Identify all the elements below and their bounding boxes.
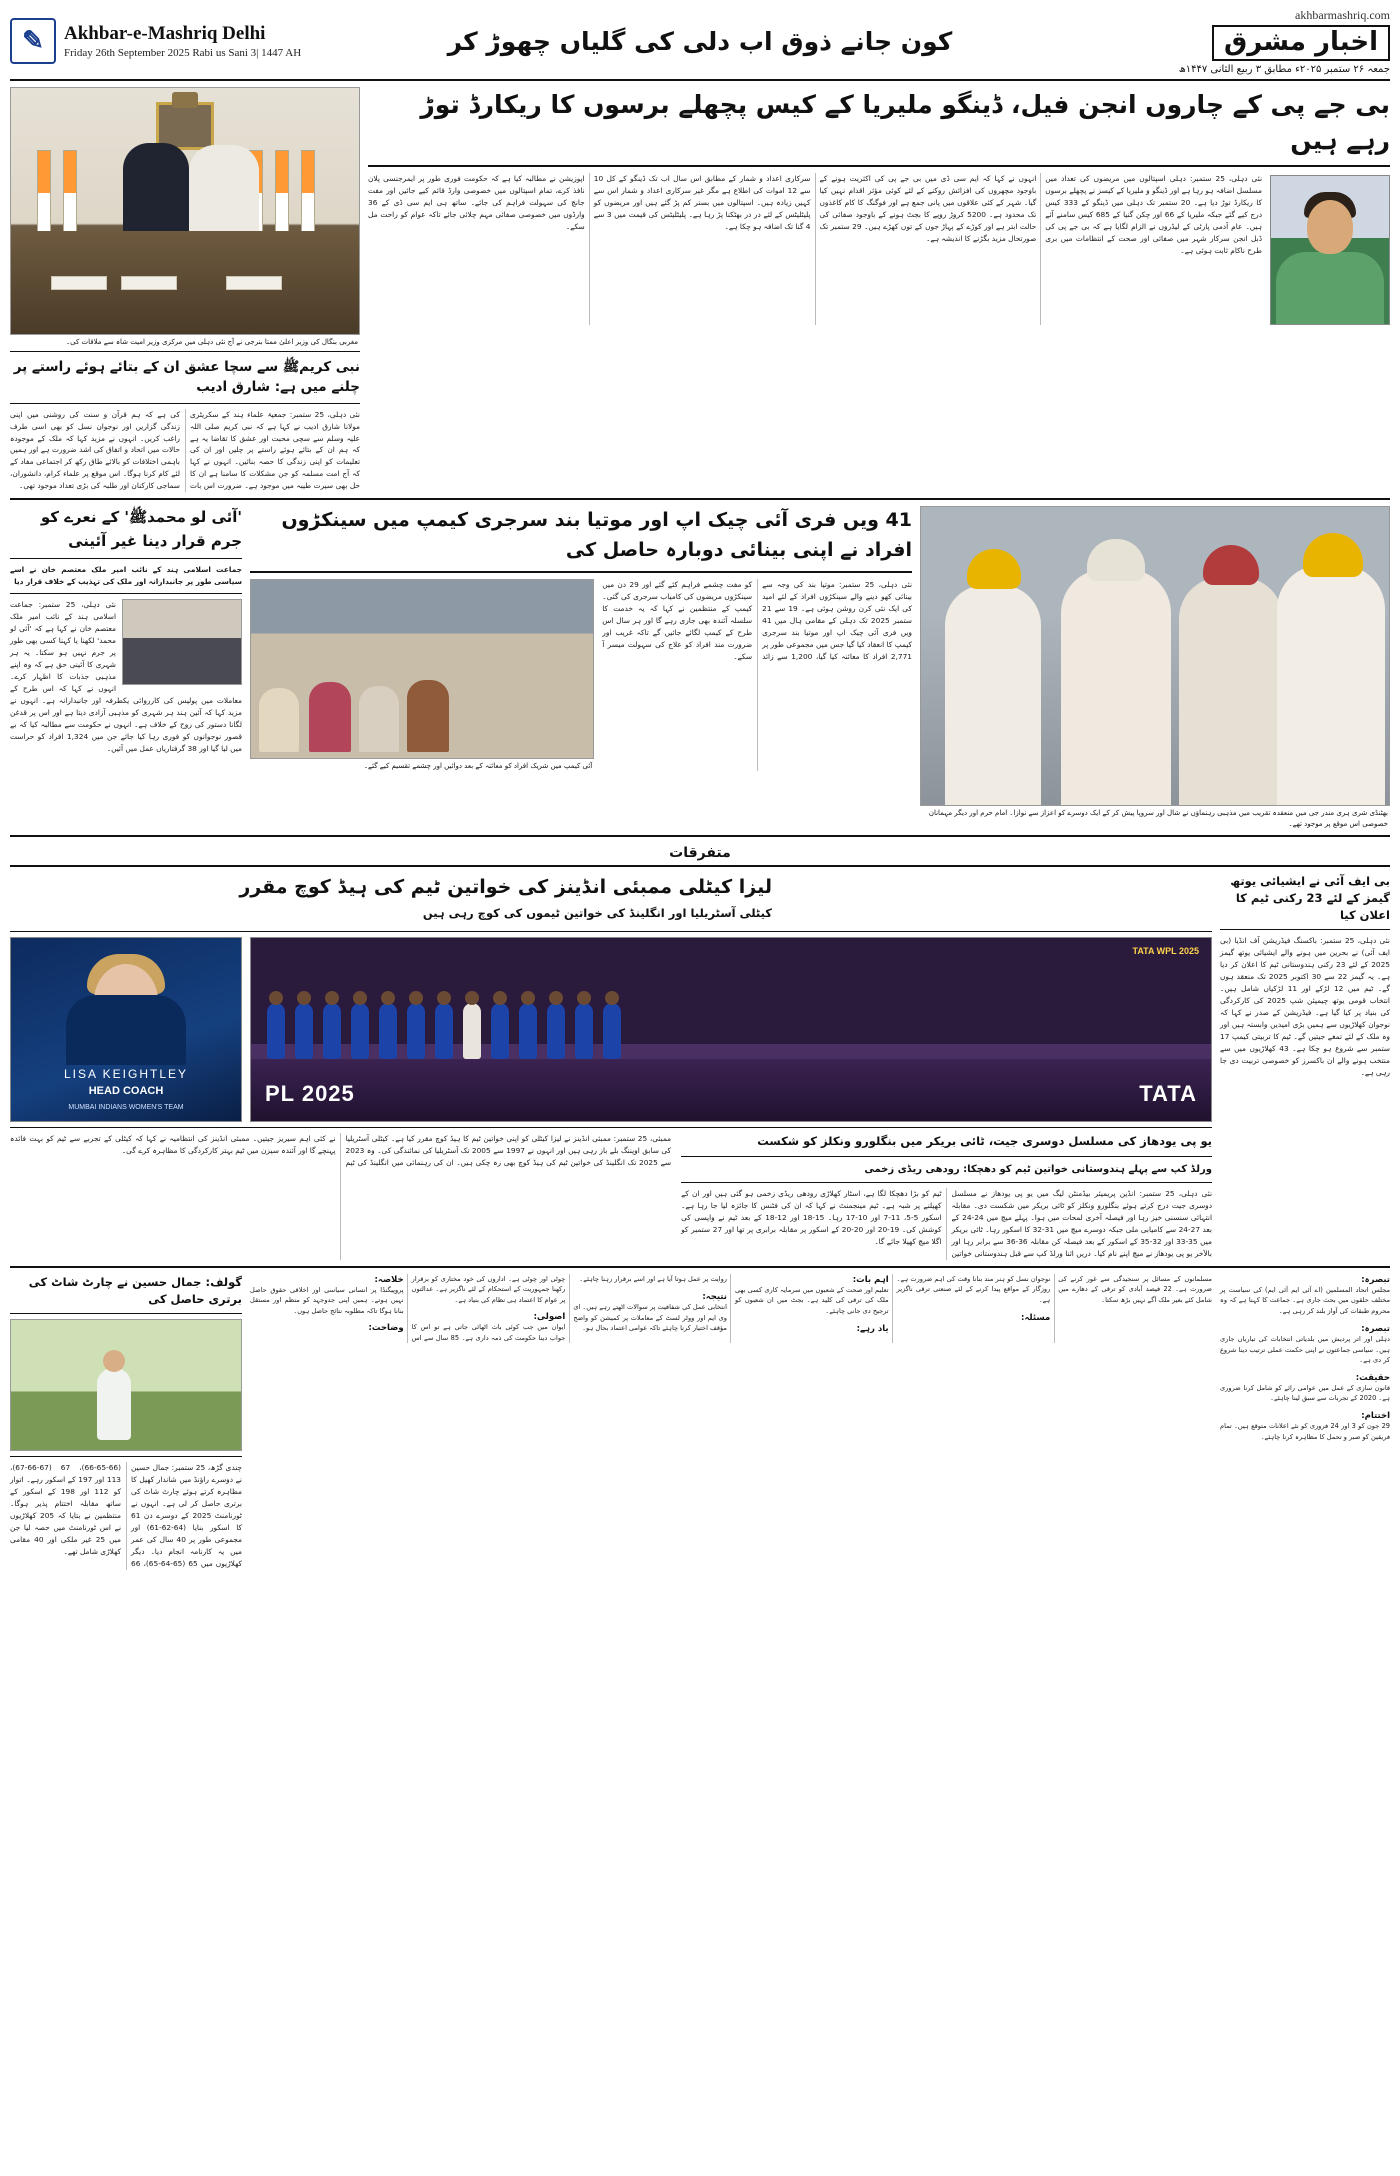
lead-body-3: سرکاری اعداد و شمار کے مطابق اس سال اب تک ڈینگو کے کل 10 سے 12 اموات کی اطلاع ہے مگر غیر سرکاری اعداد و شمار اس سے کہیں زیادہ ہیں۔ اسپتالوں میں بستر کم پڑ گئے ہیں اور مریضوں کو پلیٹلیٹس کے لئے در در بھٹکنا پڑ رہا ہے۔ پلیٹلیٹس کی قیمت میں 3 سے 4 گنا تک اضافہ ہو چکا ہے۔ — [593, 174, 811, 232]
misc-right-column — [1220, 1274, 1390, 1570]
masthead-center — [340, 8, 1060, 75]
lead-story — [368, 87, 1390, 493]
wpl-body: ممبئی، 25 ستمبر: ممبئی انڈینز نے لیزا کیٹلی کو اپنی خواتین ٹیم کا ہیڈ کوچ مقرر کیا ہے۔ کیٹلی آسٹریلیا کی سابق اوپننگ بلے باز رہی ہیں اور انہوں نے 1997 سے 2005 تک آسٹریلیا کی نمائندگی کی۔ وہ 2023 سے 2025 تک انگلینڈ کی خواتین ٹیم کی ہیڈ کوچ بھی رہ چکی ہیں۔ ان کی رہنمائی میں انگلینڈ کی ٹیم نے کئی اہم سیریز جیتیں۔ ممبئی انڈینز کی انتظامیہ نے کہا کہ کیٹلی کے تجربے سے ٹیم کو بہت فائدہ پہنچے گا اور آئندہ سیزن میں ٹیم بہتر کارکردگی کا مظاہرہ کرے گی۔ — [10, 1134, 672, 1168]
misc-item: اصولی: ایوان میں جب کوئی بات اٹھائی جاتی ہے تو اس کا جواب دینا حکومت کی ذمہ داری ہے۔ 85 سال سے اس روایت پر عمل ہوتا آیا ہے اور اسے برقرار رہنا چاہئے۔ — [411, 1274, 727, 1342]
lisa-keightley-poster — [10, 937, 242, 1122]
misc-item-text: دہلی اور اتر پردیش میں بلدیاتی انتخابات کی تیاریاں جاری ہیں۔ سیاسی جماعتوں نے اپنی حکمت عملی ترتیب دینا شروع کر دی ہے۔ — [1220, 1335, 1390, 1365]
misc-item-text: مجلس اتحاد المسلمین (اے آئی ایم آئی ایم) کی سیاست پر مختلف حلقوں میں بحث جاری ہے۔ جماعت کا کہنا ہے کہ وہ محروم طبقات کی آواز بلند کر رہی ہے۔ — [1220, 1285, 1390, 1315]
misc-columns — [250, 1274, 1212, 1570]
misc-item-text: قانون سازی کے عمل میں عوامی رائے کو شامل کرنا ضروری ہے۔ 2020 کے تجربات سے سبق لینا چاہئے۔ — [1220, 1383, 1390, 1403]
article-headline-naat: نبی کریمﷺ سے سچا عشق ان کے بتائے ہوئے راستے پر چلنے میں ہے: شارق ادیب — [13, 359, 360, 396]
brand-urdu-logo: اخبار مشرق — [1212, 25, 1390, 61]
wpl-headline: لیزا کیٹلی ممبئی انڈینز کی خواتین ٹیم کی ہیڈ کوچ مقرر — [239, 875, 772, 898]
malik-motasim-khan-photo — [122, 599, 242, 685]
wpl-team-photo — [250, 937, 1212, 1122]
misc-item: خلاصہ: پروپیگنڈا پر انسانی سیاسی اور اخلاقی حقوق حاصل نہیں ہوتے۔ ہمیں اپنی جدوجہد کو منظم اور مستقل بنانا ہوگا تاکہ مطلوبہ نتائج حاصل ہوں۔ — [250, 1274, 404, 1315]
misc-item-text: ایوان میں جب کوئی بات اٹھائی جاتی ہے تو اس کا جواب دینا حکومت کی ذمہ داری ہے۔ 85 سال سے اس روایت پر عمل ہوتا آیا ہے اور اسے برقرار رہنا چاہئے۔ — [411, 1274, 727, 1342]
politician-portrait — [1270, 175, 1390, 325]
masthead-right — [1060, 8, 1390, 75]
eye-camp-article — [250, 506, 912, 828]
poster-team: MUMBAI INDIANS WOMEN'S TEAM — [68, 1104, 184, 1112]
newspaper-logo-icon: ✎ — [10, 18, 56, 64]
misc-item: تبصرہ: مجلس اتحاد المسلمین (اے آئی ایم آئی ایم) کی سیاست پر مختلف حلقوں میں بحث جاری ہے۔ جماعت کا کہنا ہے کہ وہ محروم طبقات کی آواز بلند کر رہی ہے۔ — [1220, 1274, 1390, 1315]
poster-player-name: LISA KEIGHTLEY — [63, 1067, 189, 1082]
bfi-article — [1220, 873, 1390, 1260]
misc-section-title: متفرقات — [669, 844, 731, 861]
golf-article — [10, 1274, 242, 1570]
top-left-column — [10, 87, 360, 493]
eye-camp-photo — [250, 579, 594, 759]
masthead — [10, 8, 1390, 81]
misc-item: مسئلہ: مسلمانوں کے مسائل پر سنجیدگی سے غور کرنے کی ضرورت ہے۔ 22 فیصد آبادی کو ترقی کے دھارے میں شامل کئے بغیر ملک آگے نہیں بڑھ سکتا۔ — [1021, 1274, 1212, 1324]
jamaat-body: نئی دہلی، 25 ستمبر: جماعت اسلامی ہند کے نائب امیر ملک معتصم خان نے کہا ہے کہ 'آئی لو محمد' لکھنا یا کہنا کسی بھی طور پر جرم نہیں ہو سکتا۔ یہ ہر شہری کا آئینی حق ہے کہ وہ اپنے مذہبی جذبات کا اظہار کرے۔ انہوں نے کہا کہ اس طرح کے معاملات میں پولیس کی کارروائی یکطرفہ اور جانبدارانہ ہے۔ انہوں نے مزید کہا کہ آئین ہند ہر شہری کو مذہبی آزادی دیتا ہے اور اس پر قدغن لگانا دستور کی روح کے خلاف ہے۔ انہوں نے حکومت سے مطالبہ کیا کہ بے قصور نوجوانوں کو فوری رہا کیا جائے جن میں 1,324 افراد کو حراست میں لیا گیا اور 38 گرفتاریاں عمل میں آئیں۔ — [10, 599, 242, 753]
misc-item-text: نوجوان نسل کو ہنر مند بنانا وقت کی اہم ضرورت ہے۔ روزگار کے مواقع پیدا کرنے کے لئے صنعتی ترقی ناگزیر ہے۔ — [896, 1274, 1051, 1304]
parliament-meeting-photo — [10, 87, 360, 335]
bfi-headline: بی ایف آئی نے ایشیائی یوتھ گیمز کے لئے 23 رکنی ٹیم کا اعلان کیا — [1230, 873, 1390, 923]
lead-body-2: انہوں نے کہا کہ ایم سی ڈی میں بی جے پی کی اکثریت ہونے کے باوجود مچھروں کی افزائش روکنے کے لئے کوئی مؤثر اقدام نہیں کیا گیا۔ شہر کے کئی علاقوں میں پانی جمع ہے اور فوگنگ کا کام کاغذوں تک محدود ہے۔ 5200 کروڑ روپے کا بجٹ ہونے کے باوجود صفائی کی حالت ابتر ہے اور کوڑے کے پہاڑ جوں کے توں کھڑے ہیں۔ 29 ستمبر تک صورتحال مزید بگڑنے کا اندیشہ ہے۔ — [819, 174, 1037, 244]
wpl-article — [10, 873, 1212, 1260]
top-section — [10, 87, 1390, 493]
misc-item-text: چوٹی اور چوٹی ہے۔ اداروں کی خود مختاری کو برقرار رکھنا جمہوریت کے استحکام کے لئے ناگزیر ہے۔ عدالتوں پر عوام کا اعتماد ہی نظام کی بنیاد ہے۔ — [411, 1274, 566, 1304]
misc-item-text: انتخابی عمل کی شفافیت پر سوالات اٹھتے رہے ہیں۔ ای وی ایم اور ووٹر لسٹ کے معاملات پر کمیشن کو واضح مؤقف اختیار کرنا چاہئے تاکہ عوامی اعتماد بحال ہو۔ — [573, 1303, 727, 1333]
misc-item-text: تعلیم اور صحت کے شعبوں میں سرمایہ کاری کسی بھی ملک کی ترقی کی کلید ہے۔ بجٹ میں ان شعبوں کو ترجیح دی جانی چاہئے۔ — [734, 1285, 889, 1315]
badminton-body: نئی دہلی، 25 ستمبر: انڈین پریمیئر بیڈمنٹن لیگ میں یو پی یودھاز نے مسلسل دوسری جیت درج کرتے ہوئے بنگلورو ونکلز کو ٹائی بریکر میں شکست دی۔ مقابلہ انتہائی سنسنی خیز رہا اور فیصلہ آخری لمحات میں ہوا۔ پہلے میچ میں 24-24 کے بعد 27-24 سے کامیابی ملی جبکہ دوسرے میچ میں 31-32 کا اسکور رہا۔ ٹائی بریکر میں 35-33 اور 32-35 کے اسکور کے بعد فیصلہ کن مقابلہ 36-36 سے برابر رہا اور بالآخر یو پی یودھاز نے میچ اپنے نام کیا۔ دریں اثنا ورلڈ کپ سے قبل ہندوستانی خواتین ٹیم کو بڑا دھچکا لگا ہے، اسٹار کھلاڑی رودھی ریڈی زخمی ہو گئی ہیں اور ان کے کھیلنے پر شبہ ہے۔ ٹیم مینجمنٹ نے کہا کہ ان کی فٹنس کا جائزہ لیا جا رہا ہے۔ اسکور 5-5، 11-7 اور 10-17 رہا۔ 15-18 اور 12-18 کے بعد ٹیم نے واپسی کی کوشش کی۔ 19-20 اور 20-20 کے اسکور پر مقابلہ برابری پر تھا اور 27 ستمبر کو اگلا میچ کھیلا جائے گا۔ — [681, 1188, 1213, 1258]
misc-item: اہم بات: تعلیم اور صحت کے شعبوں میں سرمایہ کاری کسی بھی ملک کی ترقی کی کلید ہے۔ بجٹ میں ان شعبوں کو ترجیح دی جانی چاہئے۔ — [734, 1274, 889, 1315]
misc-item: یاد رہے: نوجوان نسل کو ہنر مند بنانا وقت کی اہم ضرورت ہے۔ روزگار کے مواقع پیدا کرنے کے لئے صنعتی ترقی ناگزیر ہے۔ — [856, 1274, 1051, 1335]
golf-player-photo — [10, 1319, 242, 1451]
badminton-headline: یو پی یودھاز کی مسلسل دوسری جیت، ٹائی بریکر میں بنگلورو ونکلز کو شکست — [757, 1134, 1212, 1149]
poster-role: HEAD COACH — [88, 1085, 164, 1098]
misc-item: اختتام: 29 جون کو 3 اور 24 فروری کو نئے اعلانات متوقع ہیں۔ تمام فریقین کو صبر و تحمل کا مظاہرہ کرنا چاہئے۔ — [1220, 1410, 1390, 1441]
photo-caption: مغربی بنگال کی وزیر اعلیٰ ممتا بنرجی نے آج نئی دہلی میں مرکزی وزیر امیت شاہ سے ملاقات کی۔ — [66, 337, 358, 346]
golf-headline: گولف: جمال حسین نے چارٹ شاٹ کی برتری حاصل کی — [28, 1274, 242, 1306]
middle-section — [10, 506, 1390, 828]
misc-item-text: مسلمانوں کے مسائل پر سنجیدگی سے غور کرنے کی ضرورت ہے۔ 22 فیصد آبادی کو ترقی کے دھارے میں شامل کئے بغیر ملک آگے نہیں بڑھ سکتا۔ — [1058, 1274, 1212, 1304]
misc-item: تبصرہ: دہلی اور اتر پردیش میں بلدیاتی انتخابات کی تیاریاں جاری ہیں۔ سیاسی جماعتوں نے اپنی حکمت عملی ترتیب دینا شروع کر دی ہے۔ — [1220, 1324, 1390, 1365]
jamaat-headline: 'آئی لو محمدﷺ' کے نعرے کو جرم قرار دینا غیر آئینی — [40, 508, 242, 550]
golf-body: چندی گڑھ، 25 ستمبر: جمال حسین نے دوسرے راؤنڈ میں شاندار کھیل کا مظاہرہ کرتے ہوئے چارٹ شاٹ کی برتری حاصل کر لی ہے۔ انہوں نے ٹورنامنٹ 2025 کے دوسرے دن 61 کا اسکور بنایا (64-62-61) اور مجموعی طور پر 40 سال کی عمر میں یہ کارنامہ انجام دیا۔ دیگر کھلاڑیوں میں 65 (65-64-65)، 66 (66-65-66)، 67 (67-66-67)، 113 اور 197 کے اسکور رہے۔ اتوار کو 112 اور 198 کے اسکور کے ساتھ مقابلہ اختتام پذیر ہوگا۔ منتظمین نے بتایا کہ 205 کھلاڑیوں نے اس ٹورنامنٹ میں حصہ لیا جن میں 25 غیر ملکی اور 40 مقامی کھلاڑی شامل تھے۔ — [10, 1463, 243, 1568]
article-body-naat: نئی دہلی، 25 ستمبر: جمعیۃ علماء ہند کے سکریٹری مولانا شارق ادیب نے کہا ہے کہ نبی کریم صلی اللہ علیہ وسلم سے سچی محبت اور عشق کا تقاضا یہ ہے کہ ہم ان کے بتائے ہوئے راستے پر چلیں اور ان کی تعلیمات کو اپنی زندگی کا حصہ بنائیں۔ انہوں نے کہا کہ آج امت مسلمہ کو جن مشکلات کا سامنا ہے ان کا حل بھی سیرت طیبہ میں موجود ہے۔ ضرورت اس بات کی ہے کہ ہم قرآن و سنت کی روشنی میں اپنی زندگی گزاریں اور نوجوان نسل کو بھی اسی طرف راغب کریں۔ انہوں نے مزید کہا کہ ملک کے موجودہ حالات میں اتحاد و اتفاق کی اشد ضرورت ہے اور ہمیں باہمی اختلافات کو بالائے طاق رکھ کر اجتماعی مفاد کے لئے کام کرنا ہوگا۔ اس موقع پر علماء کرام، دانشوران، سماجی کارکنان اور طلبہ کی بڑی تعداد موجود تھی۔ — [10, 409, 360, 491]
misc-item: نتیجہ: انتخابی عمل کی شفافیت پر سوالات اٹھتے رہے ہیں۔ ای وی ایم اور ووٹر لسٹ کے معاملات پر کمیشن کو واضح مؤقف اختیار کرنا چاہئے تاکہ عوامی اعتماد بحال ہو۔ — [573, 1292, 727, 1333]
bfi-body: نئی دہلی، 25 ستمبر: باکسنگ فیڈریشن آف انڈیا (بی ایف آئی) نے بحرین میں ہونے والے ایشیائی یوتھ گیمز 2025 کے لئے 23 رکنی ہندوستانی ٹیم کا اعلان کر دیا ہے۔ یہ گیمز 22 سے 30 اکتوبر 2025 تک منعقد ہوں گے۔ ٹیم میں 12 لڑکے اور 11 لڑکیاں شامل ہیں۔ انتخاب قومی یوتھ چیمپئن شپ 2025 کی کارکردگی کی بنیاد پر کیا گیا ہے۔ فیڈریشن کے صدر نے کہا کہ نوجوان کھلاڑیوں سے ہمیں بڑی امیدیں وابستہ ہیں اور وہ ملک کے لئے تمغے جیتیں گے۔ ٹیم کا تربیتی کیمپ 17 ستمبر سے شروع ہو چکا ہے۔ 43 کھلاڑیوں میں سے منتخب ہونے والے ان باکسرز کو خصوصی تربیت دی جا رہی ہے۔ — [1220, 936, 1391, 1078]
misc-item: حقیقت: قانون سازی کے عمل میں عوامی رائے کو شامل کرنا ضروری ہے۔ 2020 کے تجربات سے سبق لینا چاہئے۔ — [1220, 1372, 1390, 1403]
wpl-subhead: کیٹلی آسٹریلیا اور انگلینڈ کی خواتین ٹیموں کی کوچ رہی ہیں — [422, 906, 772, 921]
misc-item: وضاحت: چوٹی اور چوٹی ہے۔ اداروں کی خود مختاری کو برقرار رکھنا جمہوریت کے استحکام کے لئے ناگزیر ہے۔ عدالتوں پر عوام کا اعتماد ہی نظام کی بنیاد ہے۔ — [368, 1274, 566, 1334]
jamaat-subhead: جماعت اسلامی ہند کے نائب امیر ملک معتصم خان نے اسے سیاسی طور پر جانبدارانہ اور ملک کی تہذیب کے خلاف قرار دیا — [10, 564, 242, 586]
religious-leaders-honour-photo — [920, 506, 1390, 806]
religious-photo-caption: بھٹنڈی شری ہری مندر جی میں منعقدہ تقریب میں مذہبی رہنماؤں نے شال اور سروپا پیش کر کے ایک دوسرے کو اعزاز سے نوازا۔ امام حرم اور دیگر مہمانان خصوصی اس موقع پر موجود تھے۔ — [928, 809, 1388, 828]
masthead-left — [10, 8, 340, 75]
issue-date: Friday 26th September 2025 Rabi us Sani 3| 1447 AH — [64, 47, 302, 60]
misc-item-text: پروپیگنڈا پر انسانی سیاسی اور اخلاقی حقوق حاصل نہیں ہوتے۔ ہمیں اپنی جدوجہد کو منظم اور مستقل بنانا ہوگا تاکہ مطلوبہ نتائج حاصل ہوں۔ — [250, 1285, 404, 1315]
religious-photo-block — [920, 506, 1390, 828]
lead-headline: بی جے پی کے چاروں انجن فیل، ڈینگو ملیریا کے کیس پچھلے برسوں کا ریکارڈ توڑ رہے ہیں — [420, 89, 1390, 156]
team-photo-left-text: PL 2025 — [265, 1081, 355, 1107]
website-url[interactable]: akhbarmashriq.com — [1295, 8, 1390, 22]
badminton-subhead: ورلڈ کپ سے پہلے ہندوستانی خواتین ٹیم کو دھچکا: رودھی ریڈی زخمی — [864, 1163, 1212, 1175]
newspaper-title: Akhbar-e-Mashriq Delhi — [64, 22, 266, 44]
eye-camp-caption: آئی کیمپ میں شریک افراد کو معائنہ کے بعد دوائیں اور چشمے تقسیم کیے گئے۔ — [363, 762, 593, 771]
lead-body-4: اپوزیشن نے مطالبہ کیا ہے کہ حکومت فوری طور پر ایمرجنسی پلان نافذ کرے، تمام اسپتالوں میں خصوصی وارڈ قائم کیے جائیں اور مفت جانچ کی سہولت فراہم کی جائے۔ ساتھ ہی ایم سی ڈی کے 36 وارڈوں میں خصوصی صفائی مہم چلائی جائے تاکہ عوام کو راحت مل سکے۔ — [368, 174, 585, 232]
team-photo-right-text: TATA — [1139, 1081, 1197, 1107]
misc-item-text: 29 جون کو 3 اور 24 فروری کو نئے اعلانات متوقع ہیں۔ تمام فریقین کو صبر و تحمل کا مظاہرہ کرنا چاہئے۔ — [1220, 1421, 1390, 1441]
wpl-logo-text: TATA WPL 2025 — [1132, 946, 1199, 957]
lead-body-1: نئی دہلی، 25 ستمبر: دہلی اسپتالوں میں مریضوں کی تعداد میں مسلسل اضافہ ہو رہا ہے اور ڈینگو و ملیریا کے کیسز نے پچھلے برسوں کا ریکارڈ توڑ دیا ہے۔ 20 ستمبر تک دہلی میں ڈینگو کے 333 کیس درج کیے گئے جبکہ ملیریا کے 66 اور چکن گنیا کے 685 کیس سامنے آئے ہیں۔ عام آدمی پارٹی کے لیڈروں نے الزام لگایا ہے کہ بی جے پی کی ڈبل انجن سرکار شہر میں صفائی اور صحت کے انتظامات میں بری طرح ناکام ثابت ہوئی ہے۔ — [1045, 174, 1263, 256]
bottom-section — [10, 1274, 1390, 1570]
urdu-date: جمعہ ۲۶ ستمبر ۲۰۲۵ء مطابق ۳ ربیع الثانی ۱۴۴۷ھ — [1178, 63, 1390, 75]
eye-camp-body: نئی دہلی، 25 ستمبر: موتیا بند کی وجہ سے بینائی کھو دینے والے سینکڑوں افراد کے لئے امید کی ایک نئی کرن روشن ہوئی ہے۔ 19 سے 21 ستمبر 2025 تک دہلی کے مقامی ہال میں 41 ویں فری آئی چیک اپ اور موتیا بند سرجری کیمپ کا انعقاد کیا گیا جس میں مجموعی طور پر 2,771 افراد کا معائنہ کیا گیا، 1,200 سے زائد کو مفت چشمے فراہم کئے گئے اور 29 دن میں سینکڑوں مریضوں کی کامیاب سرجری کی گئی۔ کیمپ کے منتظمین نے کہا کہ یہ خدمت کا سلسلہ آئندہ بھی جاری رہے گا اور ہر سال اس طرح کے کیمپ لگائے جائیں گے تاکہ غریب اور ضرورت مند افراد کو علاج کی سہولت میسر آ سکے۔ — [602, 580, 913, 662]
eye-camp-headline: 41 ویں فری آئی چیک اپ اور موتیا بند سرجری کیمپ میں سینکڑوں افراد نے اپنی بینائی دوبارہ حاصل کی — [281, 509, 912, 561]
masthead-couplet: کون جانے ذوق اب دلی کی گلیاں چھوڑ کر — [447, 26, 953, 56]
sports-section — [10, 873, 1390, 1260]
jamaat-article — [10, 506, 242, 828]
